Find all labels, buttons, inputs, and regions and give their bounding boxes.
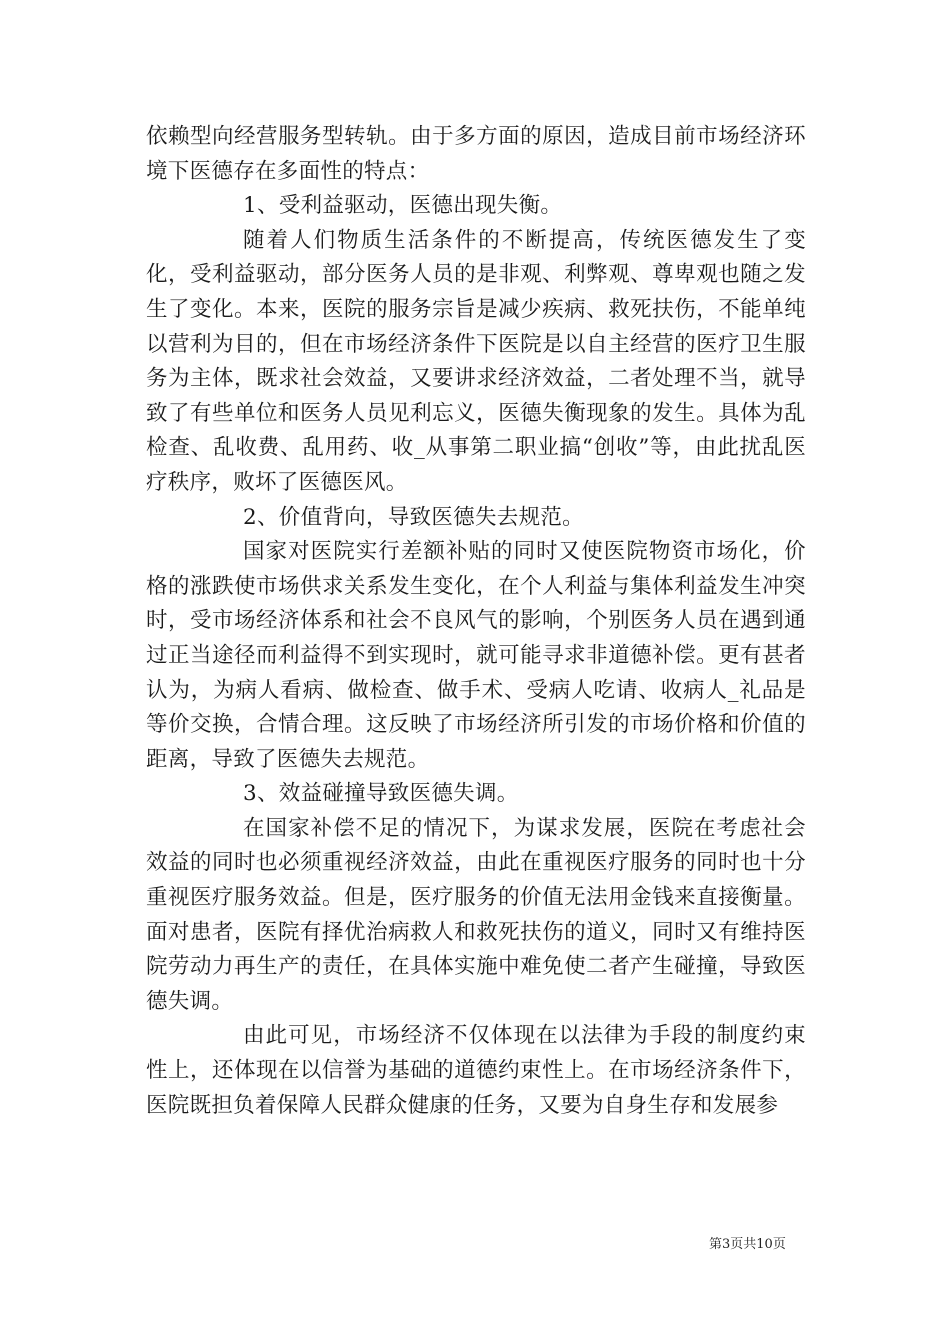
heading-point-3: 3、效益碰撞导致医德失调。 [243,781,519,807]
paragraph-conclusion: 由此可见，市场经济不仅体现在以法律为手段的制度约束性上，还体现在以信誉为基础的道德约束性上。在市场经济条件下，医院既担负着保障人民群众健康的任务，又要为自身生存和发展参 [146,1023,806,1118]
paragraph-point-2: 国家对医院实行差额补贴的同时又使医院物资市场化，价格的涨跌使市场供求关系发生变化，在个人利益与集体利益发生冲突时，受市场经济体系和社会不良风气的影响，个别医务人员在遇到通过正当途径而利益得不到实现时，就可能寻求非道德补偿。更有甚者认为，为病人看病、做检查、做手术、受病人吃请、收病人_礼品是等价交换，合情合理。这反映了市场经济所引发的市场价格和价值的距离，导致了医德失去规范。 [146,539,806,772]
paragraph-point-3: 在国家补偿不足的情况下，为谋求发展，医院在考虑社会效益的同时也必须重视经济效益，由此在重视医疗服务的同时也十分重视医疗服务效益。但是，医疗服务的价值无法用金钱来直接衡量。面对患者，医院有择优治病救人和救死扶伤的道义，同时又有维持医院劳动力再生产的责任，在具体实施中难免使二者产生碰撞，导致医德失调。 [146,815,806,1014]
page-number: 第3页共10页 [709,1237,786,1252]
paragraph-point-1: 随着人们物质生活条件的不断提高，传统医德发生了变化，受利益驱动，部分医务人员的是非观、利弊观、尊卑观也随之发生了变化。本来，医院的服务宗旨是减少疾病、救死扶伤，不能单纯以营利为目的，但在市场经济条件下医院是以自主经营的医疗卫生服务为主体，既求社会效益，又要讲求经济效益，二者处理不当，就导致了有些单位和医务人员见利忘义，医德失衡现象的发生。具体为乱检查、乱收费、乱用药、收_从事第二职业搞“创收”等，由此扰乱医疗秩序，败坏了医德医风。 [146,227,806,495]
paragraph-intro: 依赖型向经营服务型转轨。由于多方面的原因，造成目前市场经济环境下医德存在多面性的特点： [146,124,806,184]
document-body [146,120,806,1123]
heading-point-1: 1、受利益驱动，医德出现失衡。 [243,193,563,219]
heading-point-2: 2、价值背向，导致医德失去规范。 [243,504,584,530]
